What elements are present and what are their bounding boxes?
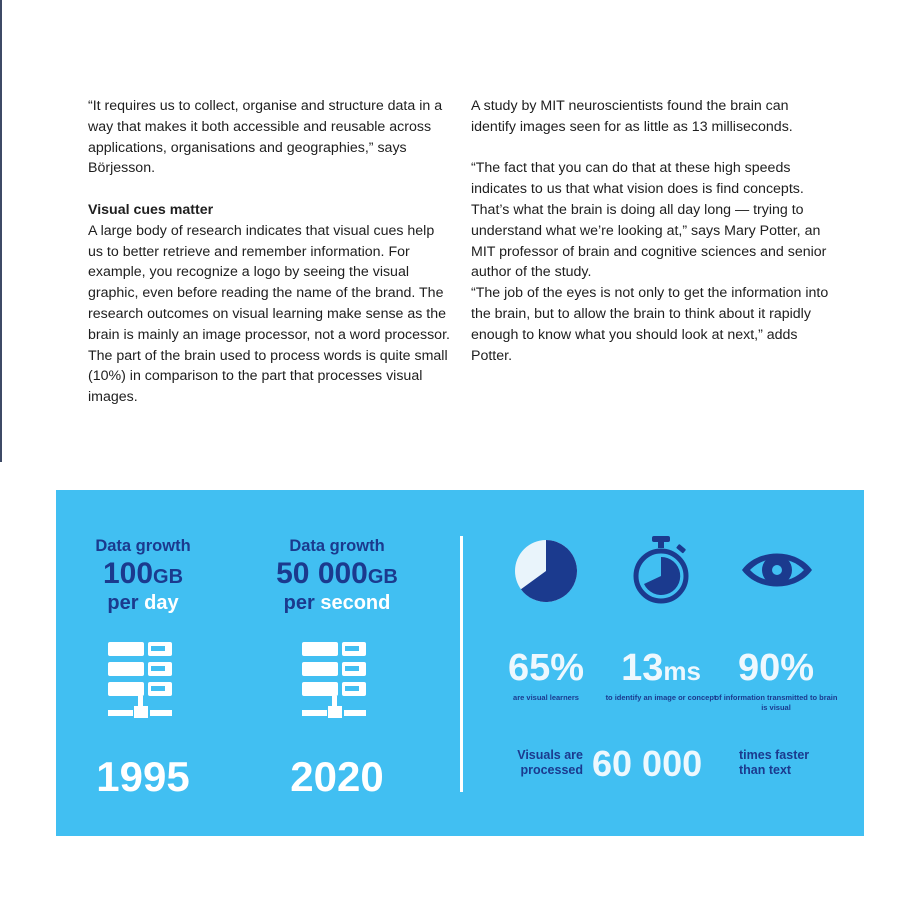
stat-caption: to identify an image or concept bbox=[605, 693, 717, 702]
year-1995: 1995 bbox=[96, 753, 190, 800]
amount-unit: GB bbox=[153, 566, 184, 588]
stat-number: 13 bbox=[621, 647, 664, 689]
right-paragraph-1: A study by MIT neuroscientists found the brain can identify images seen for as little as 13 milliseconds. bbox=[471, 98, 793, 135]
stopwatch-icon bbox=[632, 536, 690, 604]
rate-per: per bbox=[107, 592, 139, 614]
left-body-paragraph-2: The part of the brain used to process words is quite small (10%) in comparison to the part that processes visual images. bbox=[88, 347, 448, 406]
faster-label-right: times faster than text bbox=[739, 748, 810, 777]
left-body-paragraph-1: A large body of research indicates that visual cues help us to better retrieve and remember information. For example, you recognize a logo by seeing the visual graphic, even before reading the name of the brand. The research outcomes on visual learning make sense as the brain is mainly an image processor, not a word processor. bbox=[88, 222, 450, 343]
data-growth-rate bbox=[247, 592, 427, 614]
amount-unit: GB bbox=[367, 566, 398, 588]
right-paragraph-3: “The job of the eyes is not only to get the information into the brain, but to allow the brain to think about it rapidly enough to know what you should look at next,” adds Potter. bbox=[471, 285, 829, 364]
pie-chart-icon bbox=[513, 538, 579, 604]
section-subheading: Visual cues matter bbox=[88, 201, 214, 218]
server-icon bbox=[302, 642, 372, 722]
page-edge-line bbox=[0, 0, 2, 462]
stat-number: 90% bbox=[737, 647, 815, 689]
server-icon bbox=[108, 642, 178, 722]
data-growth-rate bbox=[53, 592, 233, 614]
left-quote: “It requires us to collect, organise and structure data in a way that makes it both accessible and reusable across applications, organisations and geographies,” says Börjesson. bbox=[88, 98, 443, 177]
faster-number: 60 000 bbox=[592, 743, 703, 784]
stat-visual-information bbox=[712, 648, 840, 712]
rate-period: day bbox=[144, 592, 179, 614]
eye-icon bbox=[740, 546, 814, 594]
data-growth-2020 bbox=[247, 536, 427, 614]
amount-value: 50 000 bbox=[276, 557, 368, 590]
right-paragraph-2: “The fact that you can do that at these high speeds indicates to us that what vision does is find concepts. That’s what the brain is doing all day long — trying to understand what we’re looking at,” says Mary Potter, an MIT professor of brain and cognitive sciences and senior author of the study. bbox=[471, 160, 827, 281]
stat-identify-time bbox=[597, 648, 725, 703]
data-growth-label: Data growth bbox=[289, 537, 385, 555]
faster-label-left: Visuals are processed bbox=[517, 748, 583, 777]
article-right-column bbox=[471, 96, 833, 366]
stat-number: 65% bbox=[507, 647, 585, 689]
stat-value bbox=[597, 648, 725, 691]
infographic-panel bbox=[56, 490, 864, 836]
year-2020: 2020 bbox=[290, 753, 384, 800]
panel-divider bbox=[460, 536, 463, 792]
rate-per: per bbox=[283, 592, 315, 614]
data-growth-label: Data growth bbox=[95, 537, 191, 555]
data-growth-amount bbox=[247, 559, 427, 592]
data-growth-1995 bbox=[53, 536, 233, 614]
stat-caption: are visual learners bbox=[513, 693, 579, 702]
article-left-column bbox=[88, 96, 450, 408]
data-growth-amount bbox=[53, 559, 233, 592]
stat-visual-learners bbox=[482, 648, 610, 703]
stat-value bbox=[712, 648, 840, 691]
stat-caption: of information transmitted to brain is visual bbox=[714, 693, 838, 712]
rate-period: second bbox=[320, 592, 391, 614]
amount-value: 100 bbox=[102, 557, 154, 590]
stat-unit: ms bbox=[663, 656, 701, 686]
stat-value bbox=[482, 648, 610, 691]
